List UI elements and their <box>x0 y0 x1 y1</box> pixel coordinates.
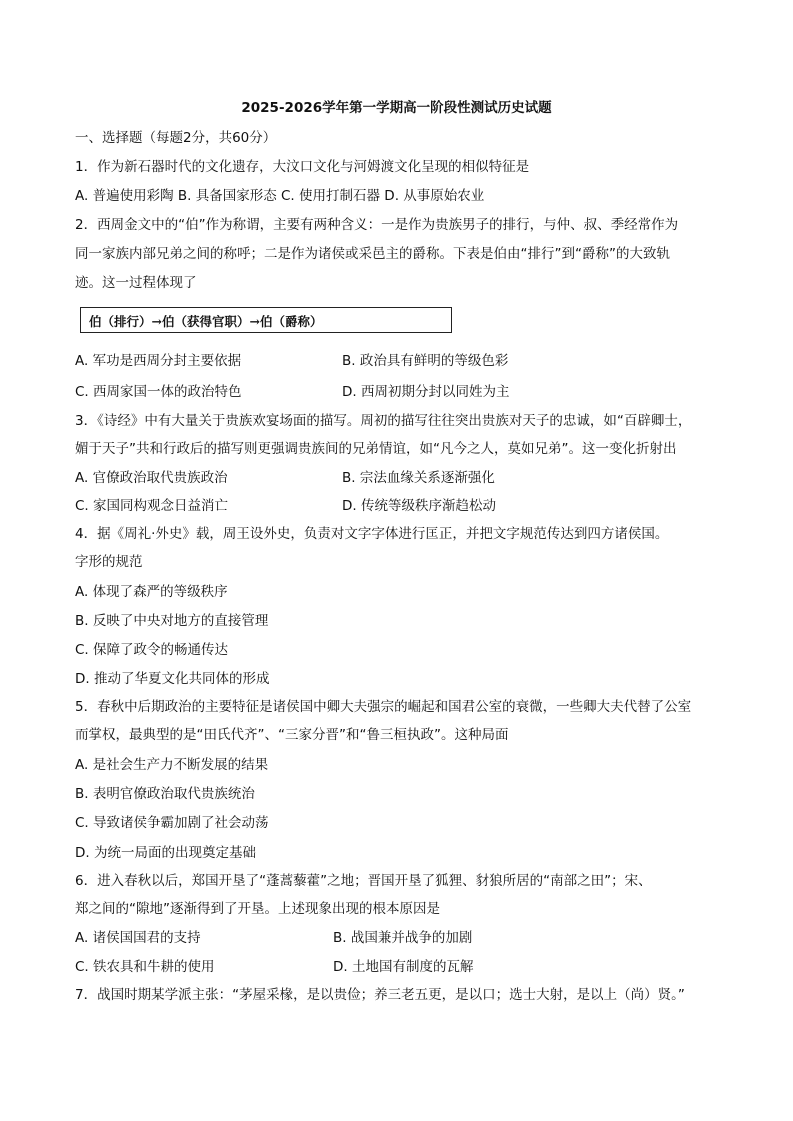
question-2-option-d: D. 西周初期分封以同姓为主 <box>342 384 510 400</box>
question-3-option-b: B. 宗法血缘关系逐渐强化 <box>342 470 495 486</box>
question-4-stem-line: 字形的规范 <box>75 554 143 570</box>
question-7-text: 7．战国时期某学派主张：“ <box>75 987 240 1003</box>
question-4-option-a: A. 体现了森严的等级秩序 <box>75 584 228 600</box>
question-3-quote: 凡今之人，莫如兄弟 <box>440 441 562 457</box>
question-6-option-b: B. 战国兼并战争的加剧 <box>333 930 473 946</box>
question-3-stem-line <box>75 440 677 458</box>
question-4-option-b: B. 反映了中央对地方的直接管理 <box>75 613 269 629</box>
question-3-quote: 百辟卿士 <box>623 413 678 429</box>
question-6-option-a: A. 诸侯国国君的支持 <box>75 930 201 946</box>
question-4-option-d: D. 推动了华夏文化共同体的形成 <box>75 671 270 687</box>
question-3-text: ， <box>677 413 692 429</box>
question-2-option-a: A. 军功是西周分封主要依据 <box>75 353 242 369</box>
exam-title: 2025-2026学年第一学期高一阶段性测试历史试题 <box>241 100 552 116</box>
question-2-stem-line: 2．西周金文中的“伯”作为称谓，主要有两种含义：一是作为贵族男子的排行，与仲、叔、季经常作为 <box>75 217 679 233</box>
question-3-text: ”。这一变化折射出 <box>561 441 677 457</box>
question-7-stem-line <box>75 986 685 1004</box>
question-1-stem: 1．作为新石器时代的文化遗存，大汶口文化与河姆渡文化呈现的相似特征是 <box>75 159 530 175</box>
question-2-option-b: B. 政治具有鲜明的等级色彩 <box>342 353 509 369</box>
question-5-option-a: A. 是社会生产力不断发展的结果 <box>75 757 269 773</box>
question-3-option-a: A. 官僚政治取代贵族政治 <box>75 470 228 486</box>
question-3-text: 3．《诗经》中有大量关于贵族欢宴场面的描写。周初的描写往往突出贵族对天子的忠诚，如“ <box>75 413 624 429</box>
question-3-option-d: D. 传统等级秩序渐趋松动 <box>342 498 496 514</box>
question-2-stem-line: 同一家族内部兄弟之间的称呼；二是作为诸侯或采邑主的爵称。下表是伯由“排行”到“爵称”的大致轨 <box>75 246 670 262</box>
question-6-option-d: D. 土地国有制度的瓦解 <box>333 959 474 975</box>
question-5-option-d: D. 为统一局面的出现奠定基础 <box>75 845 256 861</box>
question-6-stem-line: 6．进入春秋以后，郑国开垦了“蓬蒿藜藿”之地；晋国开垦了狐狸、豺狼所居的“南部之田”；宋、 <box>75 873 652 889</box>
question-7-text: ” <box>677 987 685 1003</box>
question-6-stem-line: 郑之间的“隙地”逐渐得到了开垦。上述现象出现的根本原因是 <box>75 901 440 917</box>
question-4-option-c: C. 保障了政令的畅通传达 <box>75 642 229 658</box>
question-2-stem-line: 迹。这一过程体现了 <box>75 275 197 291</box>
question-7-quote: 茅屋采椽，是以贵俭；养三老五更，是以口；选士大射，是以上（尚）贤。 <box>239 987 678 1003</box>
question-1-options: A. 普遍使用彩陶 B. 具备国家形态 C. 使用打制石器 D. 从事原始农业 <box>75 188 485 204</box>
question-3-stem-line <box>75 412 691 430</box>
question-4-stem-line: 4．据《周礼·外史》载，周王设外史，负责对文字字体进行匡正，并把文字规范传达到四方诸侯国。 <box>75 526 669 542</box>
question-6-option-c: C. 铁农具和牛耕的使用 <box>75 959 215 975</box>
flow-diagram-text: 伯（排行）→伯（获得官职）→伯（爵称） <box>89 314 323 329</box>
question-5-option-b: B. 表明官僚政治取代贵族统治 <box>75 786 255 802</box>
question-5-stem-line: 而掌权，最典型的是“田氏代齐”、“三家分晋”和“鲁三桓执政”。这种局面 <box>75 727 509 743</box>
question-3-option-c: C. 家国同构观念日益消亡 <box>75 498 229 514</box>
question-5-option-c: C. 导致诸侯争霸加剧了社会动荡 <box>75 815 269 831</box>
question-3-text: 媚于天子”共和行政后的描写则更强调贵族间的兄弟情谊，如“ <box>75 441 440 457</box>
question-2-option-c: C. 西周家国一体的政治特色 <box>75 384 242 400</box>
question-5-stem-line: 5．春秋中后期政治的主要特征是诸侯国中卿大夫强宗的崛起和国君公室的衰微，一些卿大夫代替了公室 <box>75 699 692 715</box>
section-heading: 一、选择题（每题2分，共60分） <box>75 130 277 146</box>
